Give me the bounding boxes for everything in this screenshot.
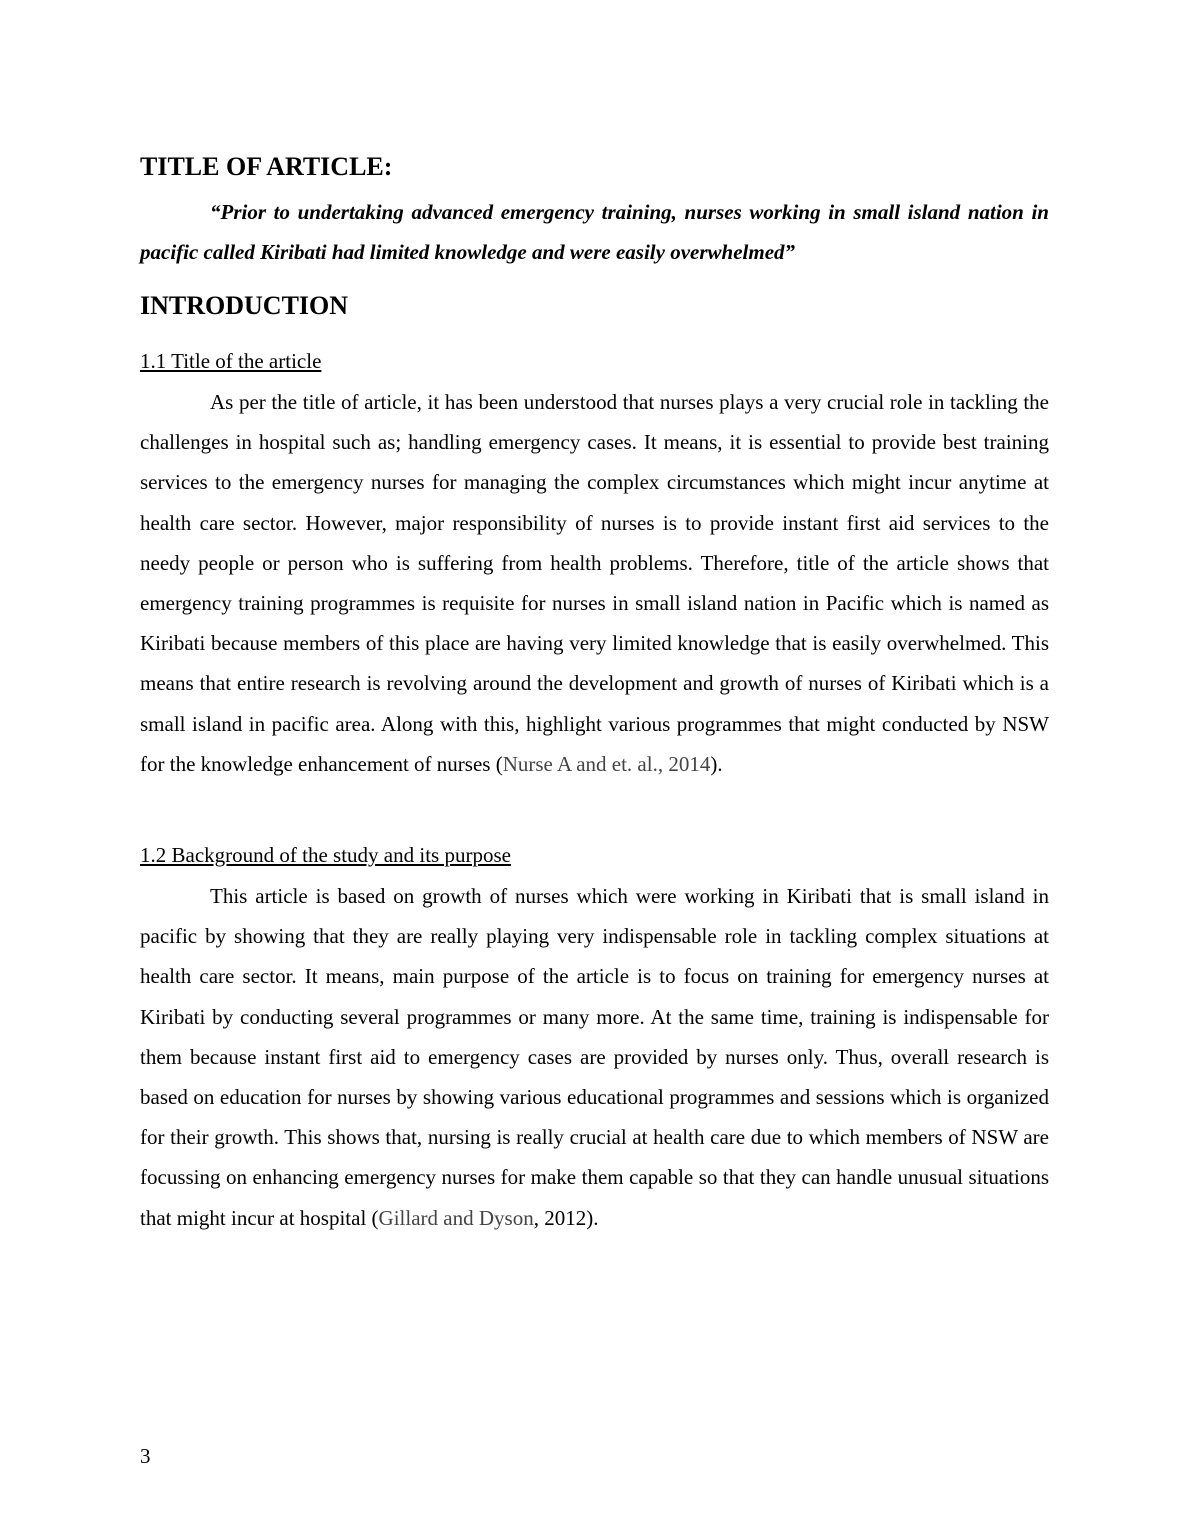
- page-number: 3: [140, 1444, 151, 1468]
- citation-nurse-2014: Nurse A and et. al., 2014: [502, 751, 711, 776]
- section-1-2-body: This article is based on growth of nurses which were working in Kiribati that is small island in pacific by showing that they are really playing very indispensable role in tackling complex situations at health care sector. It means, main purpose of the article is to focus on training for emergency nurses at Kiribati by conducting several programmes or many more. At the same time, training is indispensable for them because instant first aid to emergency cases are provided by nurses only. Thus, overall research is based on education for nurses by showing various educational programmes and sessions which is organized for their growth. This shows that, nursing is really crucial at health care due to which members of NSW are focussing on enhancing emergency nurses for make them capable so that they can handle unusual situations that might incur at hospital (: [140, 884, 1049, 1230]
- section-1-2-heading: 1.2 Background of the study and its purpose: [140, 843, 511, 867]
- article-title-quote: “Prior to undertaking advanced emergency training, nurses working in small island nation in pacific called Kiribati had limited knowledge and were easily overwhelmed”: [140, 200, 1049, 264]
- section-1-2-paragraph: [140, 876, 1049, 1238]
- section-1-1-heading: 1.1 Title of the article: [140, 349, 322, 373]
- document-page: [140, 0, 1049, 1540]
- introduction-heading: INTRODUCTION: [140, 291, 349, 320]
- section-1-2-closing: ).: [586, 1205, 599, 1230]
- citation-gillard-dyson: Gillard and Dyson: [378, 1205, 534, 1230]
- section-1-1-body: As per the title of article, it has been understood that nurses plays a very crucial role in tackling the challenges in hospital such as; handling emergency cases. It means, it is essential to provide best training services to the emergency nurses for managing the complex circumstances which might incur anytime at health care sector. However, major responsibility of nurses is to provide instant first aid services to the needy people or person who is suffering from health problems. Therefore, title of the article shows that emergency training programmes is requisite for nurses in small island nation in Pacific which is named as Kiribati because members of this place are having very limited knowledge that is easily overwhelmed. This means that entire research is revolving around the development and growth of nurses of Kiribati which is a small island in pacific area. Along with this, highlight various programmes that might conducted by NSW for the knowledge enhancement of nurses (: [140, 390, 1049, 776]
- section-1-1-paragraph: [140, 382, 1049, 784]
- title-of-article-label: TITLE OF ARTICLE:: [140, 152, 393, 181]
- section-1-1-closing: ).: [710, 751, 723, 776]
- citation-year-2012: , 2012: [533, 1205, 587, 1230]
